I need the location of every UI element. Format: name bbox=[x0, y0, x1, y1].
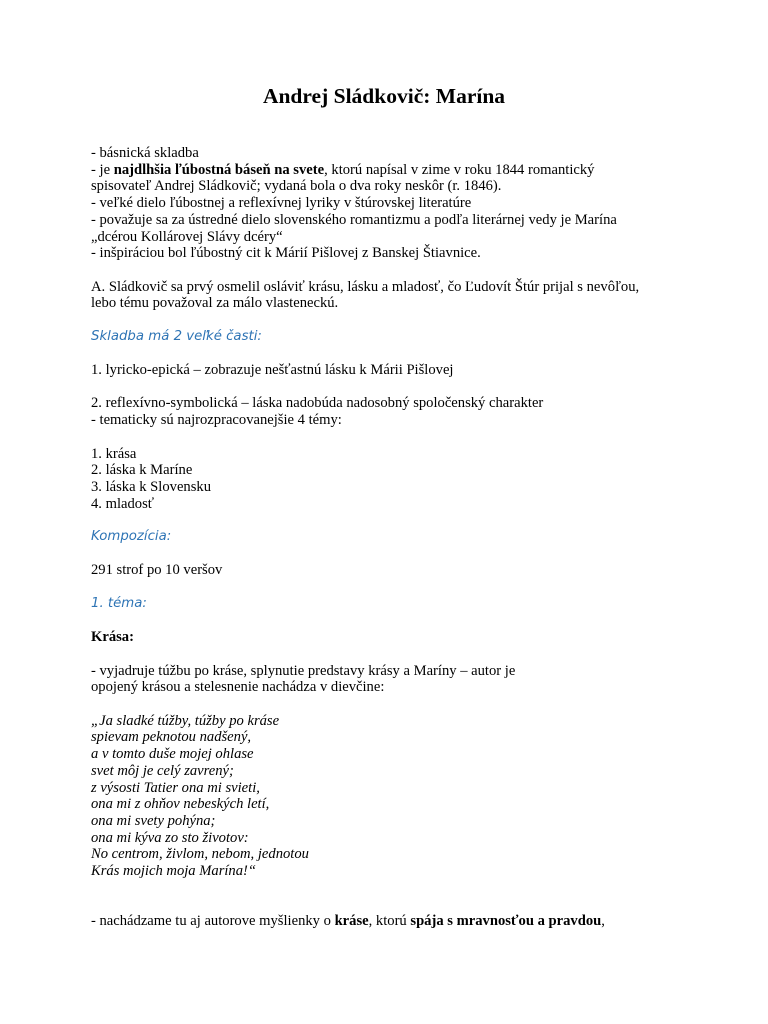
text-run: , ktorú napísal v zime v roku 1844 romantický bbox=[324, 161, 595, 178]
poem-verse: „Ja sladké túžby, túžby po kráse bbox=[91, 712, 280, 729]
poem-quote bbox=[91, 713, 691, 880]
bold-text: spája s mravnosťou a pravdou bbox=[410, 913, 602, 930]
paragraph-line: lebo tému považoval za málo vlasteneckú. bbox=[91, 295, 339, 312]
intro-line: - inšpiráciou bol ľúbostný cit k Márií Pišlovej z Banskej Štiavnice. bbox=[91, 245, 481, 262]
intro-line: - básnická skladba bbox=[91, 145, 199, 161]
intro-line: spisovateľ Andrej Sládkovič; vydaná bola o dva roky neskôr (r. 1846). bbox=[91, 178, 502, 195]
section-heading-parts: Skladba má 2 veľké časti: bbox=[91, 328, 262, 344]
text-run: , bbox=[601, 913, 605, 930]
beauty-title bbox=[91, 629, 691, 646]
text-run: , ktorú bbox=[368, 913, 411, 930]
theme-item: 3. láska k Slovensku bbox=[91, 478, 211, 495]
closing-line bbox=[91, 913, 691, 930]
text-run: - je bbox=[91, 161, 114, 178]
document-title: Andrej Sládkovič: Marína bbox=[262, 84, 506, 108]
composition-text: 291 strof po 10 veršov bbox=[91, 562, 223, 579]
poem-verse: spievam peknotou nadšený, bbox=[91, 729, 252, 746]
section-heading-theme: 1. téma: bbox=[91, 595, 147, 611]
part-two-line: 2. reflexívno-symbolická – láska nadobúda nadosobný spoločenský charakter bbox=[91, 395, 544, 412]
poem-verse: No centrom, živlom, nebom, jednotou bbox=[91, 846, 309, 863]
theme-item: 2. láska k Maríne bbox=[91, 462, 193, 479]
part-one: 1. lyricko-epická – zobrazuje nešťastnú lásku k Márii Pišlovej bbox=[91, 362, 454, 379]
beauty-description: - vyjadruje túžbu po kráse, splynutie predstavy krásy a Maríny – autor je bbox=[91, 662, 516, 679]
poem-verse: ona mi z ohňov nebeských letí, bbox=[91, 796, 270, 813]
intro-line: „dcérou Kollárovej Slávy dcéry“ bbox=[91, 228, 283, 245]
intro-line: - veľké dielo ľúbostnej a reflexívnej lyriky v štúrovskej literatúre bbox=[91, 195, 472, 212]
poem-verse: ona mi svety pohýna; bbox=[91, 812, 216, 829]
section-heading-composition: Kompozícia: bbox=[91, 529, 172, 545]
intro-line: - považuje sa za ústredné dielo slovenského romantizmu a podľa literárnej vedy je Marína bbox=[91, 211, 617, 228]
beauty-description: opojený krásou a stelesnenie nachádza v dievčine: bbox=[91, 679, 385, 696]
theme-item: 4. mladosť bbox=[91, 495, 154, 512]
poem-verse: Krás mojich moja Marína!“ bbox=[91, 863, 256, 880]
poem-verse: a v tomto duše mojej ohlase bbox=[91, 746, 254, 763]
document-body bbox=[91, 145, 691, 930]
paragraph-line: A. Sládkovič sa prvý osmelil osláviť krásu, lásku a mladosť, čo Ľudovít Štúr prijal s nevôľou, bbox=[91, 278, 640, 295]
text-run: - nachádzame tu aj autorove myšlienky o bbox=[91, 913, 335, 930]
part-two-line: - tematicky sú najrozpracovanejšie 4 témy: bbox=[91, 412, 342, 429]
bold-text: Krása: bbox=[91, 629, 134, 646]
bold-text: kráse bbox=[334, 913, 369, 930]
bold-text: najdlhšia ľúbostná báseň na svete bbox=[113, 161, 325, 178]
poem-verse: svet môj je celý zavrený; bbox=[91, 762, 234, 779]
intro-line bbox=[91, 162, 691, 179]
poem-verse: ona mi kýva zo sto životov: bbox=[91, 829, 249, 846]
poem-verse: z výsosti Tatier ona mi svieti, bbox=[91, 779, 260, 796]
theme-item: 1. krása bbox=[91, 445, 137, 462]
